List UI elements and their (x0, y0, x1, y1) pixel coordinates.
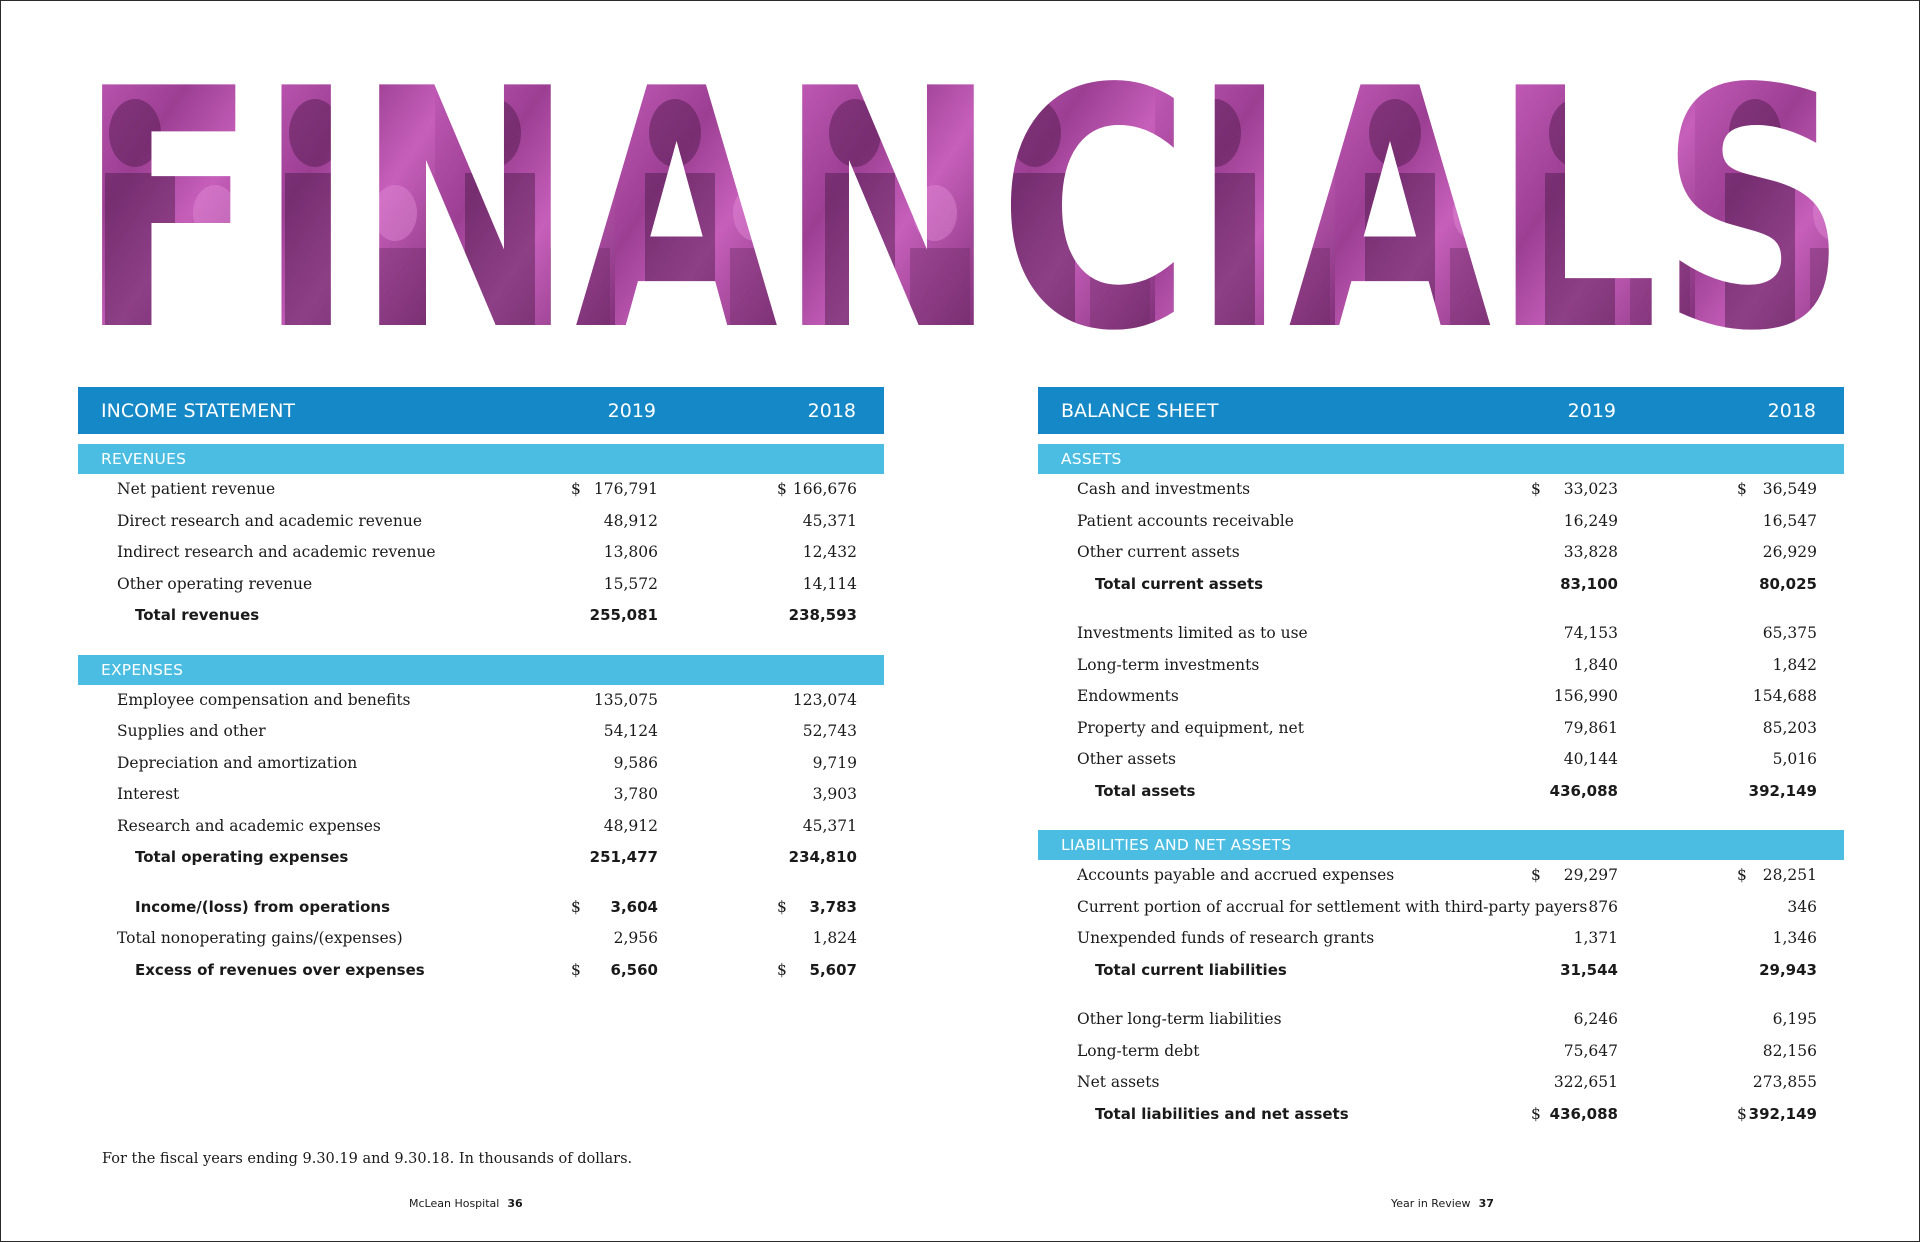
dollar-sign-2019: $ (1531, 866, 1541, 884)
row-label: Total nonoperating gains/(expenses) (117, 929, 403, 947)
row-label: Long-term investments (1077, 655, 1260, 674)
row-label: Total assets (1095, 781, 1196, 800)
value-2019: 48,912 (603, 816, 658, 835)
row-label: Total liabilities and net assets (1095, 1104, 1349, 1123)
value-2019: 135,075 (593, 690, 658, 709)
table-row (78, 748, 884, 780)
value-2019: 876 (1588, 897, 1618, 916)
value-2019: 176,791 (593, 480, 658, 498)
table-row (78, 716, 884, 748)
value-2019: 33,023 (1563, 480, 1618, 498)
folio-left (409, 1197, 523, 1210)
table-row (1038, 923, 1844, 955)
value-2019: 3,780 (613, 785, 658, 803)
value-2018: 234,810 (788, 848, 857, 866)
row-label: Indirect research and academic revenue (117, 543, 436, 561)
dollar-sign-2018: $ (1737, 1104, 1747, 1123)
expenses-section-header: EXPENSES (78, 655, 884, 685)
table-row (1038, 681, 1844, 713)
row-label: Supplies and other (117, 722, 266, 740)
value-2019: 33,828 (1563, 543, 1618, 561)
folio-right (1391, 1197, 1494, 1210)
table-row (78, 685, 884, 717)
value-2019: 40,144 (1563, 750, 1618, 768)
value-2018: 80,025 (1759, 574, 1817, 593)
table-row (1038, 650, 1844, 682)
value-2019: 251,477 (589, 848, 658, 866)
value-2018: 1,824 (812, 929, 857, 947)
value-2018: 392,149 (1748, 781, 1817, 800)
table-row (78, 811, 884, 843)
value-2019: 29,297 (1563, 866, 1618, 884)
value-2018: 16,547 (1762, 511, 1817, 530)
row-label: Income/(loss) from operations (135, 897, 391, 916)
total-current-assets-row (1038, 569, 1844, 601)
row-label: Long-term debt (1077, 1041, 1200, 1060)
value-2018: 238,593 (788, 606, 857, 624)
value-2018: 45,371 (802, 816, 857, 835)
value-2018: 65,375 (1762, 624, 1817, 642)
value-2018: 3,903 (812, 785, 857, 803)
table-row (78, 569, 884, 601)
total-liabilities-net-assets-row (1038, 1099, 1844, 1131)
row-label: Cash and investments (1077, 480, 1251, 498)
value-2019: 1,371 (1573, 929, 1618, 947)
value-2018: 36,549 (1762, 480, 1817, 498)
row-label: Investments limited as to use (1077, 624, 1308, 642)
dollar-sign-2019: $ (1531, 480, 1541, 498)
value-2019: 2,956 (613, 929, 658, 947)
value-2019: 75,647 (1563, 1041, 1618, 1060)
dollar-sign-2019: $ (571, 480, 581, 498)
row-label: Other operating revenue (117, 574, 313, 593)
table-row (1038, 860, 1844, 892)
table-row (1038, 474, 1844, 506)
table-row (78, 537, 884, 569)
table-row (1038, 506, 1844, 538)
value-2019: 31,544 (1560, 960, 1618, 979)
income-from-operations-row (78, 892, 884, 924)
value-2018: 273,855 (1752, 1073, 1817, 1091)
value-2019: 3,604 (610, 897, 658, 916)
dollar-sign-2018: $ (777, 960, 787, 979)
row-label: Employee compensation and benefits (117, 690, 411, 709)
nonoperating-gains-row (78, 923, 884, 955)
value-2018: 12,432 (802, 543, 857, 561)
row-label: Total current assets (1095, 574, 1264, 593)
row-label: Total current liabilities (1095, 960, 1287, 979)
fiscal-year-footnote: For the fiscal years ending 9.30.19 and 9.30.18. In thousands of dollars. (102, 1151, 633, 1167)
value-2018: 346 (1787, 897, 1817, 916)
row-label: Research and academic expenses (117, 816, 381, 835)
dollar-sign-2018: $ (1737, 480, 1747, 498)
total-assets-row (1038, 776, 1844, 808)
value-2019: 436,088 (1549, 1104, 1618, 1123)
value-2018: 1,346 (1772, 929, 1817, 947)
row-label: Accounts payable and accrued expenses (1077, 866, 1395, 884)
financials-title (75, 63, 1851, 335)
value-2019: 83,100 (1560, 574, 1618, 593)
assets-section-header: ASSETS (1038, 444, 1844, 474)
value-2018: 29,943 (1759, 960, 1817, 979)
income-statement-header (78, 387, 884, 434)
value-2018: 392,149 (1748, 1104, 1817, 1123)
value-2019: 6,560 (610, 960, 658, 979)
table-row (1038, 713, 1844, 745)
row-label: Other assets (1077, 750, 1176, 768)
income-statement-title: INCOME STATEMENT (101, 399, 296, 422)
dollar-sign-2019: $ (571, 897, 581, 916)
liabilities-rows (1038, 860, 1844, 1130)
total-current-liabilities-row (1038, 955, 1844, 987)
balance-sheet-header (1038, 387, 1844, 434)
table-row (1038, 744, 1844, 776)
value-2018: 1,842 (1772, 655, 1817, 674)
row-label: Net assets (1077, 1073, 1160, 1091)
row-label: Other current assets (1077, 543, 1240, 561)
value-2018: 28,251 (1762, 866, 1817, 884)
year-2019-heading: 2019 (1567, 399, 1616, 422)
value-2018: 5,016 (1772, 750, 1817, 768)
folio-right-label: Year in Review (1391, 1197, 1471, 1210)
value-2019: 156,990 (1553, 687, 1618, 705)
page-number-left: 36 (507, 1197, 523, 1210)
value-2018: 154,688 (1752, 687, 1817, 705)
value-2019: 6,246 (1573, 1010, 1618, 1028)
table-row (1038, 537, 1844, 569)
value-2018: 14,114 (802, 574, 857, 593)
value-2019: 9,586 (613, 753, 658, 772)
dollar-sign-2018: $ (777, 897, 787, 916)
liabilities-section-header: LIABILITIES AND NET ASSETS (1038, 830, 1844, 860)
excess-revenues-row (78, 955, 884, 987)
table-row (1038, 1036, 1844, 1068)
value-2019: 54,124 (603, 722, 658, 740)
row-label: Depreciation and amortization (117, 753, 358, 772)
financials-title-text: FINANCIALS (78, 63, 1848, 335)
dollar-sign-2019: $ (571, 960, 581, 979)
value-2018: 6,195 (1772, 1010, 1817, 1028)
row-label: Interest (117, 785, 180, 803)
value-2019: 1,840 (1573, 655, 1618, 674)
value-2019: 79,861 (1563, 718, 1618, 737)
table-row (78, 779, 884, 811)
table-row (78, 506, 884, 538)
balance-sheet-table (1038, 387, 1844, 1130)
value-2018: 166,676 (792, 480, 857, 498)
revenues-rows (78, 474, 884, 632)
table-row (1038, 1067, 1844, 1099)
year-2018-heading: 2018 (1767, 399, 1816, 422)
row-label: Unexpended funds of research grants (1077, 929, 1375, 947)
value-2018: 5,607 (809, 960, 857, 979)
value-2018: 3,783 (809, 897, 857, 916)
value-2018: 26,929 (1762, 543, 1817, 561)
value-2019: 15,572 (603, 574, 658, 593)
row-label: Patient accounts receivable (1077, 511, 1294, 530)
row-label: Total revenues (135, 606, 260, 624)
value-2019: 13,806 (603, 543, 658, 561)
dollar-sign-2018: $ (1737, 866, 1747, 884)
value-2018: 85,203 (1762, 718, 1817, 737)
row-label: Other long-term liabilities (1077, 1010, 1282, 1028)
value-2018: 45,371 (802, 511, 857, 530)
expenses-rows (78, 685, 884, 987)
income-statement-table (78, 387, 884, 986)
page-number-right: 37 (1478, 1197, 1494, 1210)
total-revenues-row (78, 600, 884, 632)
table-row (78, 474, 884, 506)
row-label: Property and equipment, net (1077, 718, 1304, 737)
row-label: Endowments (1077, 687, 1179, 705)
value-2018: 82,156 (1762, 1041, 1817, 1060)
financials-title-graphic (75, 63, 1851, 335)
year-2019-heading: 2019 (607, 399, 656, 422)
dollar-sign-2018: $ (777, 480, 787, 498)
table-row (1038, 1004, 1844, 1036)
table-row (1038, 618, 1844, 650)
row-label: Direct research and academic revenue (117, 511, 422, 530)
dollar-sign-2019: $ (1531, 1104, 1541, 1123)
row-label: Total operating expenses (135, 848, 349, 866)
value-2019: 436,088 (1549, 781, 1618, 800)
total-operating-expenses-row (78, 842, 884, 874)
value-2019: 255,081 (589, 606, 658, 624)
row-label: Net patient revenue (117, 480, 276, 498)
row-label: Current portion of accrual for settlement with third-party payers (1077, 897, 1588, 916)
value-2019: 322,651 (1553, 1073, 1618, 1091)
year-2018-heading: 2018 (807, 399, 856, 422)
value-2018: 123,074 (792, 690, 857, 709)
value-2019: 16,249 (1563, 511, 1618, 530)
row-label: Excess of revenues over expenses (135, 960, 425, 979)
value-2019: 74,153 (1563, 624, 1618, 642)
revenues-section-header: REVENUES (78, 444, 884, 474)
value-2019: 48,912 (603, 511, 658, 530)
table-row (1038, 892, 1844, 924)
folio-left-label: McLean Hospital (409, 1197, 500, 1210)
value-2018: 52,743 (802, 722, 857, 740)
value-2018: 9,719 (812, 753, 857, 772)
assets-rows (1038, 474, 1844, 807)
balance-sheet-title: BALANCE SHEET (1061, 399, 1219, 422)
